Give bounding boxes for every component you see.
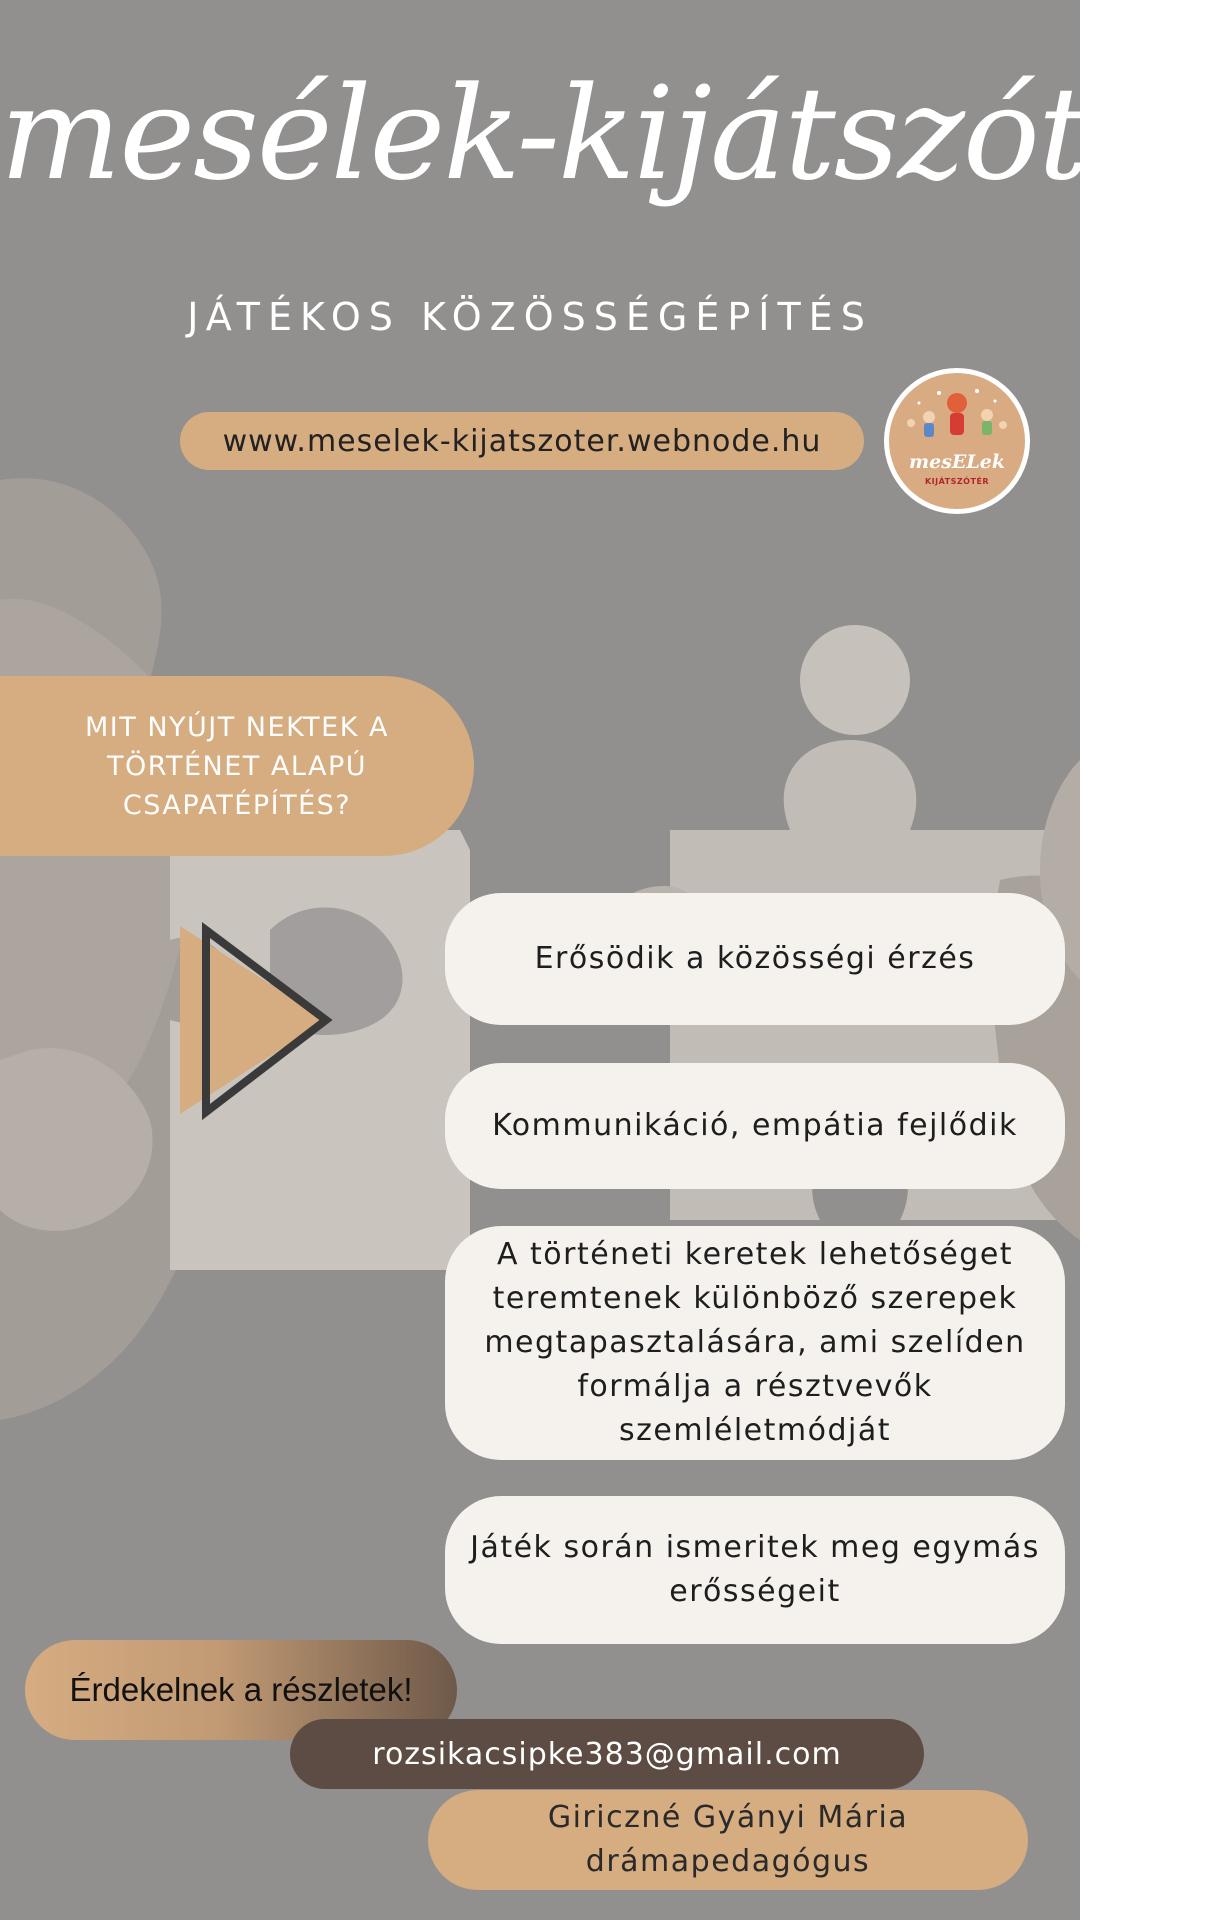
benefit-card: Játék során ismeritek meg egymás erősségeit [445,1496,1065,1644]
play-triangle-icon [176,920,336,1120]
subtitle: JÁTÉKOS KÖZÖSSÉGÉPÍTÉS [187,295,873,339]
question-text: MIT NYÚJT NEKTEK A TÖRTÉNET ALAPÚ CSAPATÉPÍTÉS? [84,711,389,821]
children-illustration-icon [889,373,1025,453]
benefit-card: A történeti keretek lehetőséget teremtenek különböző szerepek megtapasztalására, ami szelíden formálja a résztvevők szemléletmódját [445,1226,1065,1460]
contact-name: Giriczné Gyányi Mária [547,1800,909,1835]
logo [884,368,1030,514]
benefit-card: Erősödik a közösségi érzés [445,893,1065,1025]
script-title: mesélek-kijátszótér [0,60,1220,209]
contact-person [428,1790,1028,1890]
details-cta: Érdekelnek a részletek! [25,1640,457,1740]
contact-role: drámapedagógus [585,1844,871,1879]
question-banner [0,676,474,856]
benefit-card: Kommunikáció, empátia fejlődik [445,1063,1065,1189]
website-link[interactable]: www.meselek-kijatszoter.webnode.hu [180,412,864,470]
logo-tagline: KIJÁTSZÓTÉR [924,477,990,486]
logo-name: mesELek [909,451,1005,473]
email-link[interactable]: rozsikacsipke383@gmail.com [290,1719,924,1789]
